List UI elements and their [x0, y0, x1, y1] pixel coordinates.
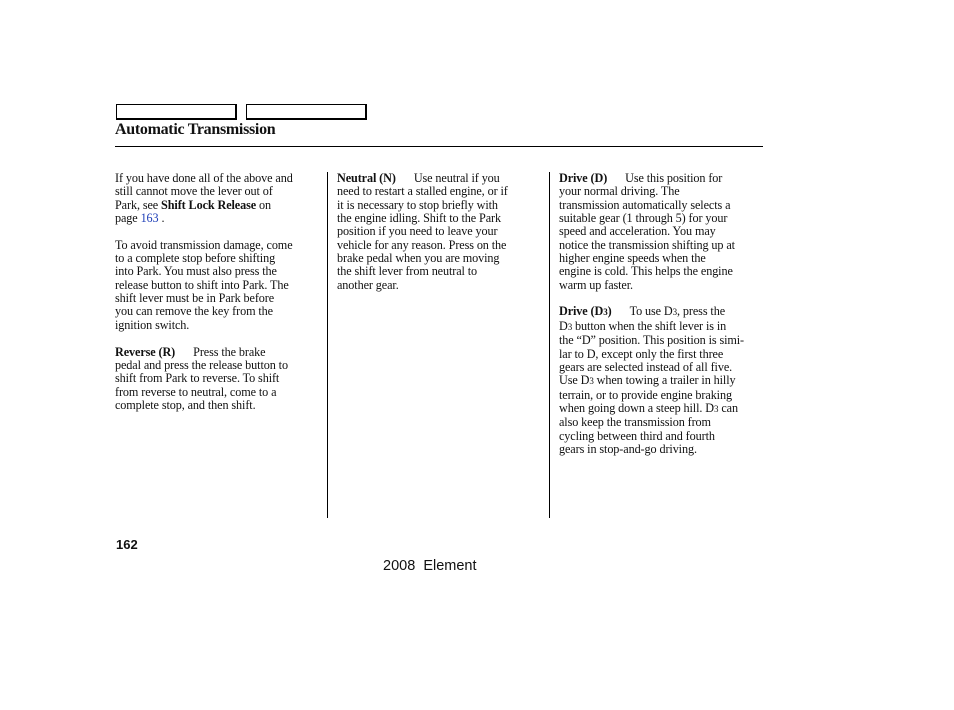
text-fragment: . — [158, 211, 165, 226]
text-line — [337, 172, 541, 185]
text-line: release button to shift into Park. The — [115, 277, 289, 292]
text-line: gears in stop-and-go driving. — [559, 441, 697, 456]
text-fragment: when towing a trailer in hilly — [593, 373, 736, 388]
text-line — [115, 199, 321, 212]
text-line: engine is cold. This helps the engine — [559, 264, 733, 279]
text-line: suitable gear (1 through 5) for your — [559, 211, 728, 226]
text-line: another gear. — [337, 277, 399, 292]
text-fragment: , press the — [677, 304, 726, 319]
text-fragment: Use neutral if you — [413, 171, 500, 185]
text-line: still cannot move the lever out of — [115, 184, 273, 199]
text-line: shift lever must be in Park before — [115, 291, 275, 306]
text-fragment: button when the shift lever is in — [572, 318, 727, 333]
text-line: the engine idling. Shift to the Park — [337, 211, 501, 226]
subscript: 3 — [672, 307, 678, 318]
text-line: gears are selected instead of all five. — [559, 359, 733, 374]
drive-d3-paragraph — [559, 305, 767, 456]
drive-d3-heading — [559, 304, 612, 318]
text-line: complete stop, and then shift. — [115, 397, 256, 412]
column-2 — [337, 172, 541, 305]
text-line: lar to D, except only the first three — [559, 346, 724, 361]
column-divider — [327, 172, 328, 518]
column-divider — [549, 172, 550, 518]
reverse-heading: Reverse (R) — [115, 344, 176, 359]
text-line — [559, 374, 767, 388]
text-line: speed and acceleration. You may — [559, 224, 716, 239]
text-line: position if you need to leave your — [337, 224, 498, 239]
text-line: the shift lever from neutral to — [337, 264, 478, 279]
shift-lock-paragraph — [115, 172, 321, 225]
subscript: 3 — [713, 403, 719, 414]
text-line: warm up faster. — [559, 277, 633, 292]
text-line — [115, 346, 321, 359]
text-fragment: Drive (D — [559, 304, 604, 319]
nav-tab-button-2[interactable] — [246, 104, 367, 120]
text-line: to a complete stop before shifting — [115, 251, 276, 266]
column-1 — [115, 172, 321, 426]
text-line: vehicle for any reason. Press on the — [337, 237, 507, 252]
title-rule — [115, 146, 763, 147]
text-line — [559, 320, 767, 334]
text-line: into Park. You must also press the — [115, 264, 277, 279]
text-line: the “D” position. This position is simi- — [559, 333, 745, 348]
text-fragment: can — [718, 400, 738, 415]
text-fragment: Press the brake — [193, 344, 266, 359]
text-line: notice the transmission shifting up at — [559, 237, 735, 252]
reverse-paragraph — [115, 346, 321, 413]
text-fragment: Park, see — [115, 197, 162, 212]
text-line: pedal and press the release button to — [115, 357, 288, 372]
text-line: shift from Park to reverse. To shift — [115, 371, 280, 386]
footer-model-name: 2008 Element — [383, 558, 477, 574]
column-3 — [559, 172, 767, 470]
drive-d-paragraph — [559, 172, 767, 292]
subscript: 3 — [603, 307, 608, 318]
text-line: If you have done all of the above and — [115, 171, 293, 185]
text-fragment: ) — [607, 304, 612, 319]
text-line: cycling between third and fourth — [559, 428, 715, 443]
text-line: from reverse to neutral, come to a — [115, 384, 277, 399]
neutral-heading: Neutral (N) — [337, 171, 396, 185]
text-line — [559, 172, 767, 185]
nav-tab-button-1[interactable] — [116, 104, 237, 120]
text-fragment: D — [559, 318, 568, 333]
text-fragment: To use D — [629, 304, 673, 319]
text-line: transmission automatically selects a — [559, 197, 731, 212]
text-line — [559, 402, 767, 416]
page-163-link[interactable]: 163 — [140, 211, 159, 226]
subscript: 3 — [567, 321, 573, 332]
text-fragment: page — [115, 211, 141, 226]
text-line: higher engine speeds when the — [559, 251, 706, 266]
drive-d-heading: Drive (D) — [559, 171, 608, 185]
text-line: ignition switch. — [115, 317, 190, 332]
neutral-paragraph — [337, 172, 541, 292]
section-title: Automatic Transmission — [115, 121, 276, 138]
text-line: terrain, or to provide engine braking — [559, 387, 732, 402]
text-line: also keep the transmission from — [559, 415, 711, 430]
text-line: it is necessary to stop briefly with — [337, 197, 498, 212]
text-line: brake pedal when you are moving — [337, 251, 500, 266]
text-fragment: when going down a steep hill. D — [559, 400, 714, 415]
subscript: 3 — [589, 376, 594, 387]
text-fragment: Use this position for — [625, 171, 723, 185]
damage-warning-paragraph — [115, 239, 321, 332]
text-line — [559, 305, 767, 319]
text-line: your normal driving. The — [559, 184, 680, 199]
page-number: 162 — [116, 537, 138, 552]
text-line — [115, 212, 321, 225]
text-line: To avoid transmission damage, come — [115, 237, 293, 252]
text-line: need to restart a stalled engine, or if — [337, 184, 508, 199]
text-fragment: on — [256, 197, 272, 212]
text-line: you can remove the key from the — [115, 304, 273, 319]
shift-lock-release-term: Shift Lock Release — [161, 197, 257, 212]
text-fragment: Use D — [559, 373, 590, 388]
